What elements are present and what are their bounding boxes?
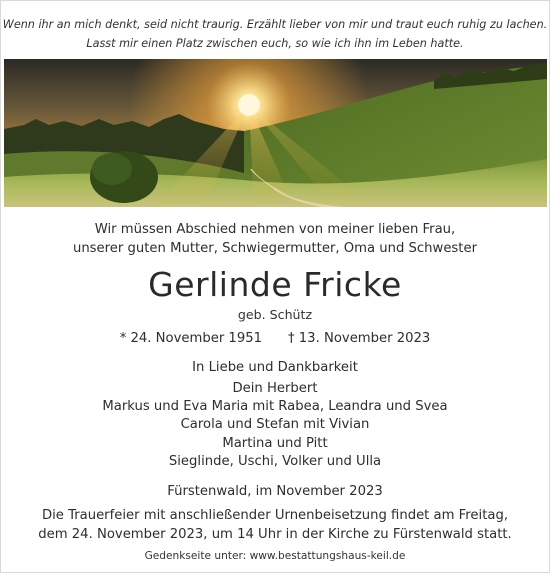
farewell-intro xyxy=(1,220,549,258)
life-dates xyxy=(1,330,549,348)
mourner-line: Martina und Pitt xyxy=(222,435,328,451)
birth-date: * 24. November 1951 xyxy=(119,331,262,346)
memorial-page-link[interactable]: Gedenkseite unter: www.bestattungshaus-keil.de xyxy=(144,550,406,562)
quote-line-2: Lasst mir einen Platz zwischen euch, so wie ich ihn im Leben hatte. xyxy=(86,37,464,50)
funeral-info xyxy=(1,506,549,544)
intro-line-2: unserer guten Mutter, Schwiegermutter, Oma und Schwester xyxy=(72,241,478,256)
quote-line-1: Wenn ihr an mich denkt, seid nicht traurig. Erzählt lieber von mir und traut euch ruhig zu lachen. xyxy=(2,18,548,31)
mourners-heading: In Liebe und Dankbarkeit xyxy=(192,360,358,375)
sunset-landscape-photo xyxy=(4,59,547,207)
mourner-line: Sieglinde, Uschi, Volker und Ulla xyxy=(168,453,382,469)
maiden-name: geb. Schütz xyxy=(237,307,313,322)
opening-quote xyxy=(1,15,549,53)
mourners-list xyxy=(1,380,549,471)
funeral-line-1: Die Trauerfeier mit anschließender Urnenbeisetzung findet am Freitag, xyxy=(41,508,509,523)
mourner-line: Carola und Stefan mit Vivian xyxy=(180,417,370,433)
deceased-name: Gerlinde Fricke xyxy=(148,265,402,304)
death-date: † 13. November 2023 xyxy=(288,331,431,346)
mourner-line: Dein Herbert xyxy=(232,381,318,396)
funeral-line-2: dem 24. November 2023, um 14 Uhr in der Kirche zu Fürstenwald statt. xyxy=(38,527,512,542)
place-and-date: Fürstenwald, im November 2023 xyxy=(167,484,383,499)
intro-line-1: Wir müssen Abschied nehmen von meiner lieben Frau, xyxy=(94,222,456,237)
mourner-line: Markus und Eva Maria mit Rabea, Leandra und Svea xyxy=(102,399,448,415)
